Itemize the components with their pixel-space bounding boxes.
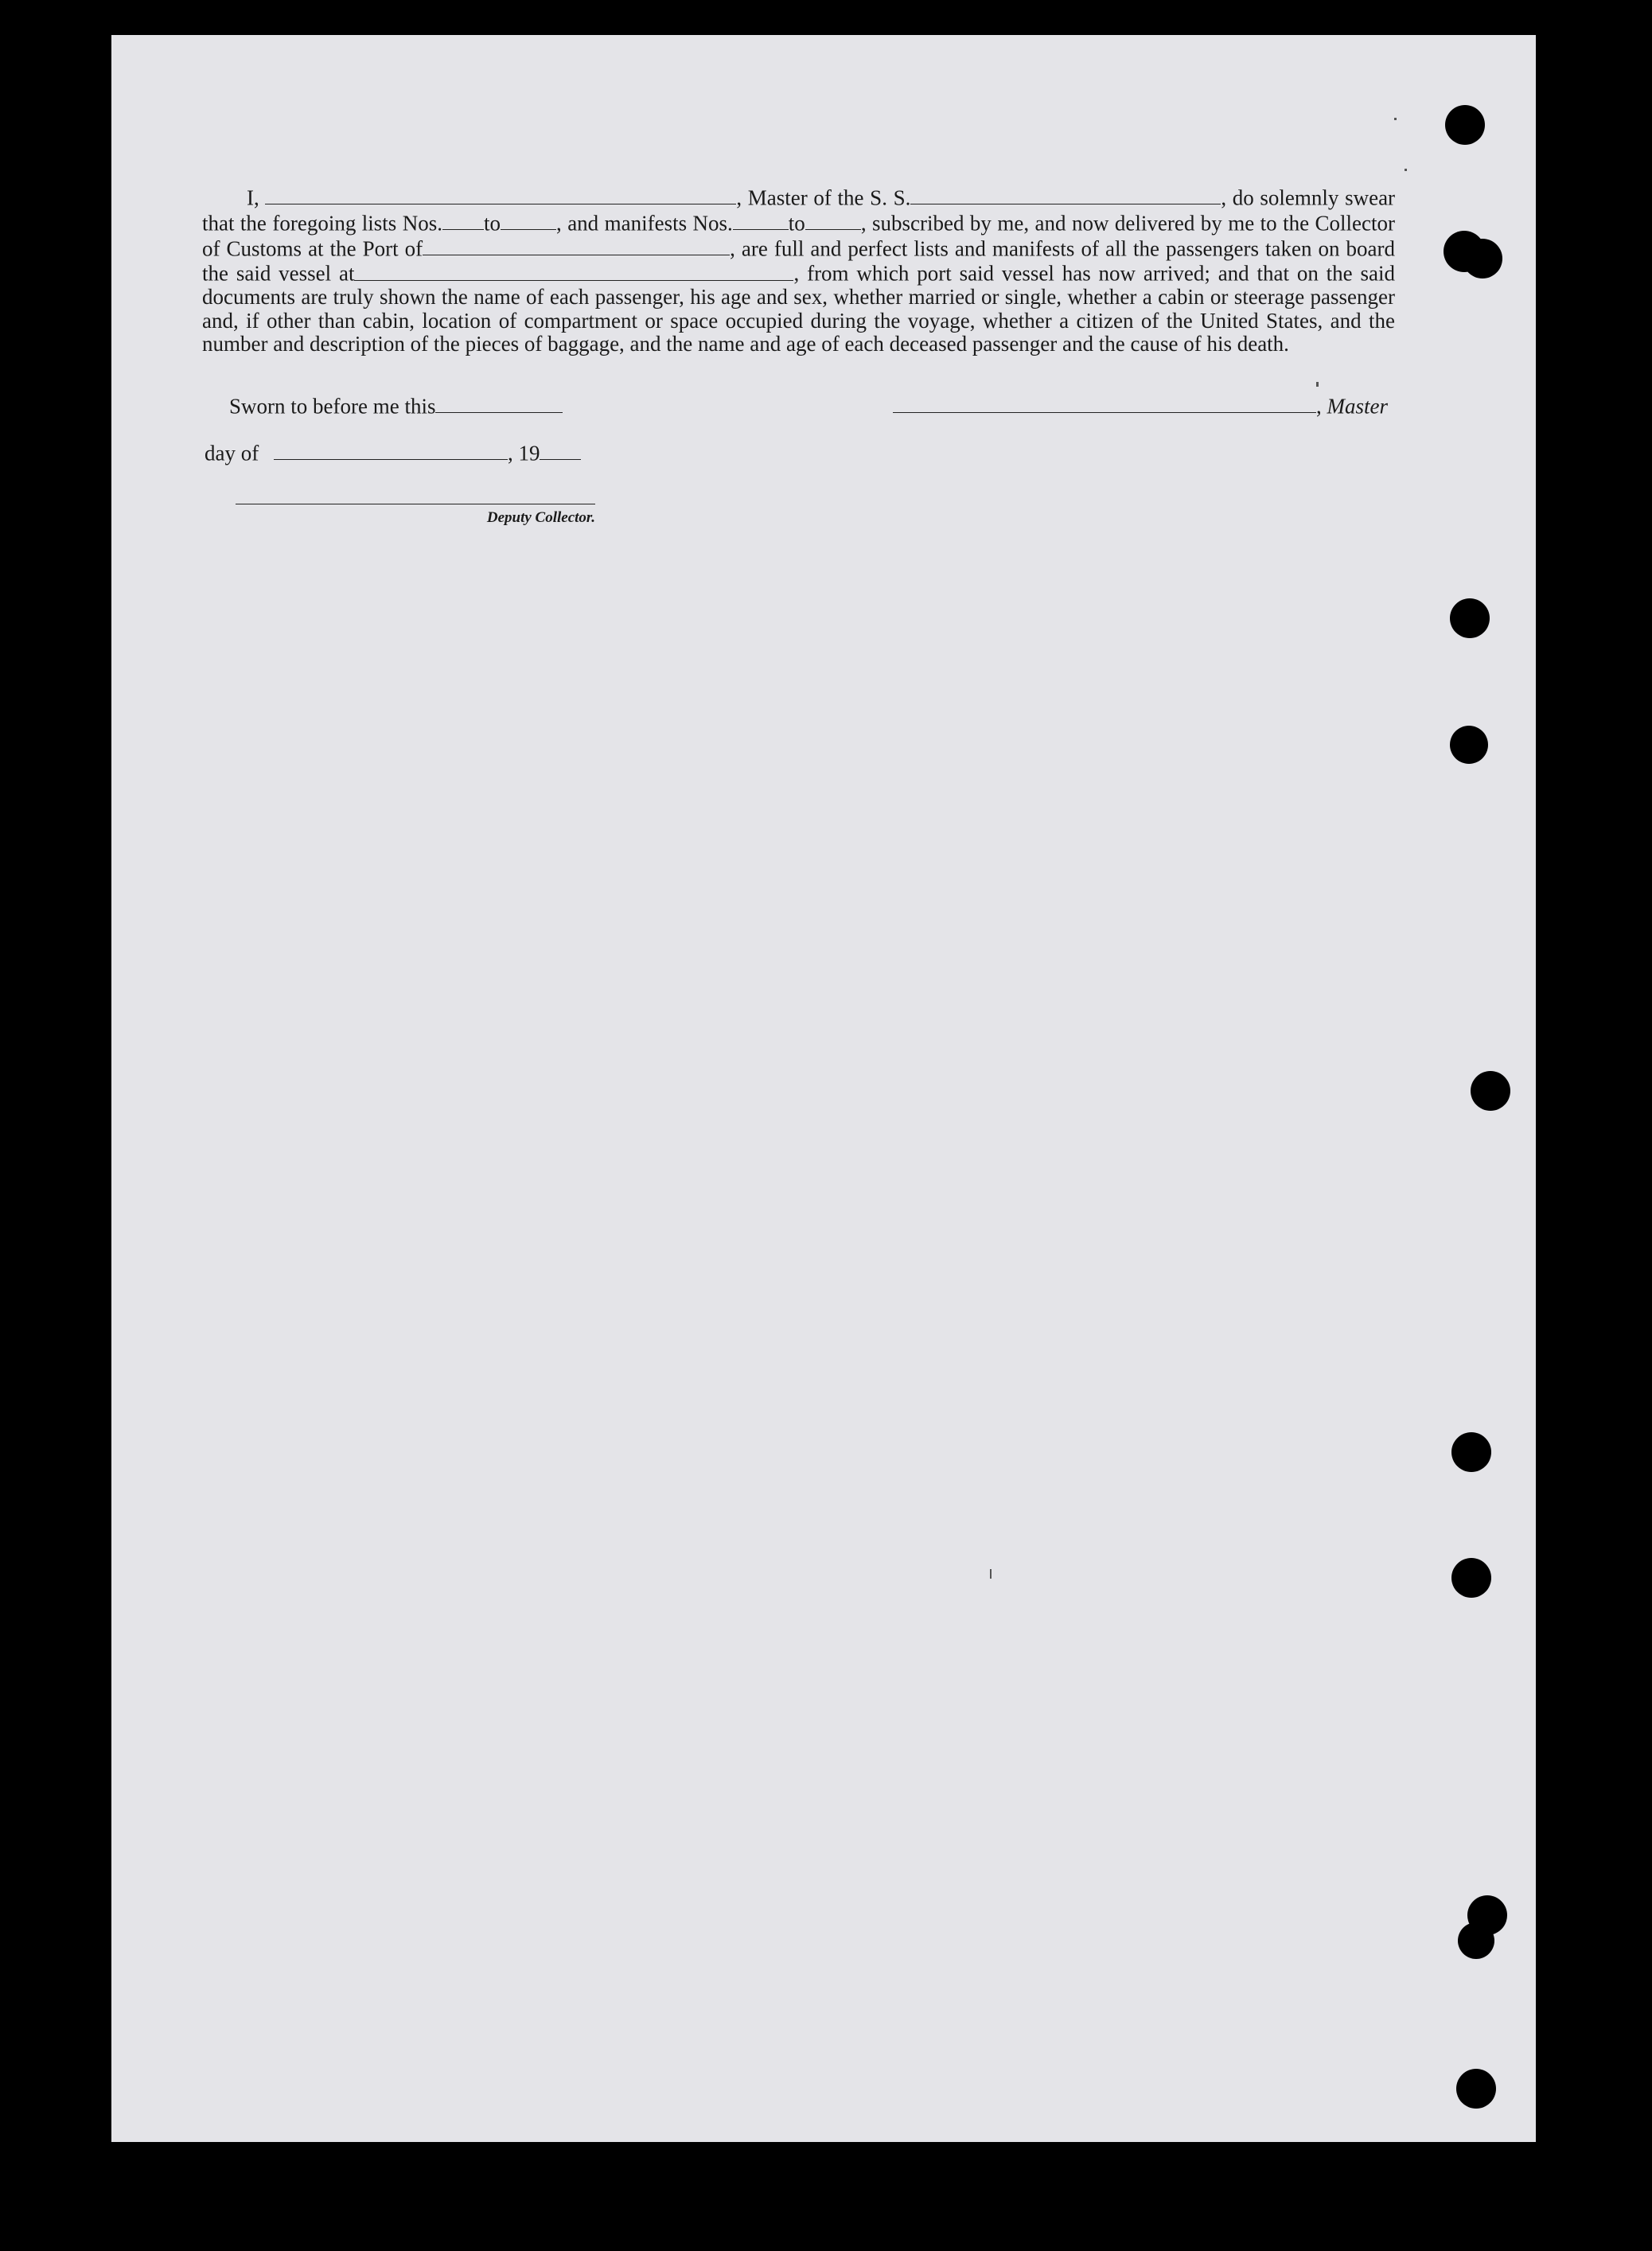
scan-speck bbox=[1394, 118, 1397, 120]
oath-do-solemnly: , do solemnly bbox=[1221, 185, 1339, 210]
list-to-blank bbox=[501, 210, 556, 230]
binder-hole bbox=[1450, 726, 1488, 764]
year-prefix: , 19 bbox=[507, 441, 540, 465]
master-name-blank bbox=[265, 185, 736, 204]
oath-swear-that: swear that the foregoing lists Nos. bbox=[202, 185, 1396, 236]
oath-paragraph bbox=[202, 185, 1395, 356]
binder-hole bbox=[1450, 598, 1490, 638]
oath-manifests-all: manifests of all the passengers taken on board the said vessel at bbox=[202, 236, 1395, 286]
oath-are-full: , are full and perfect lists and bbox=[730, 236, 986, 260]
day-of-line bbox=[205, 440, 581, 465]
oath-body: port said vessel has now arrived; and that on the said documents are truly shown the name of each passenger, his age and sex, whether married or single, whether a cabin or steerage passenger and, if other than cabin, location of compartment or space occupied during the voyage, whether a citizen of the United States, and the number and description of the pieces of baggage, and the name and age of each deceased passenger and the cause of his death. bbox=[202, 261, 1396, 356]
binder-hole bbox=[1471, 1071, 1510, 1111]
port-blank bbox=[423, 236, 730, 255]
oath-to-1: to bbox=[483, 211, 501, 236]
sworn-day-blank bbox=[435, 393, 563, 413]
sworn-label: Sworn to before me this bbox=[229, 394, 436, 419]
month-blank bbox=[274, 440, 508, 460]
binder-hole bbox=[1458, 1922, 1494, 1959]
oath-delivered: delivered by me to the Collector of Customs at the Port of bbox=[202, 211, 1396, 260]
master-signature-line bbox=[893, 393, 1388, 419]
oath-to-2: to bbox=[788, 211, 805, 236]
oath-i: I, bbox=[247, 185, 259, 210]
sworn-line bbox=[229, 393, 563, 419]
binder-hole bbox=[1451, 1432, 1491, 1472]
master-signature-blank bbox=[893, 393, 1316, 413]
ship-name-blank bbox=[910, 185, 1221, 204]
binder-hole bbox=[1456, 2069, 1496, 2109]
scan-speck bbox=[990, 1569, 992, 1579]
deputy-collector-label: Deputy Collector. bbox=[486, 509, 595, 526]
binder-hole bbox=[1463, 239, 1502, 278]
day-of-label: day of bbox=[205, 441, 259, 465]
list-from-blank bbox=[442, 210, 484, 230]
scan-speck bbox=[1405, 169, 1407, 171]
manifest-from-blank bbox=[733, 210, 789, 230]
manifest-to-blank bbox=[805, 210, 861, 230]
oath-and-manifests: , and manifests Nos. bbox=[556, 211, 733, 236]
oath-master-of-ss: , Master of the S. S. bbox=[736, 185, 911, 210]
binder-hole bbox=[1445, 105, 1485, 145]
year-blank bbox=[540, 440, 581, 460]
binder-hole bbox=[1451, 1558, 1491, 1598]
scan-speck bbox=[1316, 382, 1319, 387]
oath-from-which: , from which bbox=[793, 261, 910, 286]
departure-port-blank bbox=[354, 260, 793, 280]
master-suffix: , bbox=[1316, 394, 1327, 419]
oath-subscribed: , subscribed by me, and now bbox=[860, 211, 1109, 236]
master-label: Master bbox=[1327, 394, 1388, 419]
